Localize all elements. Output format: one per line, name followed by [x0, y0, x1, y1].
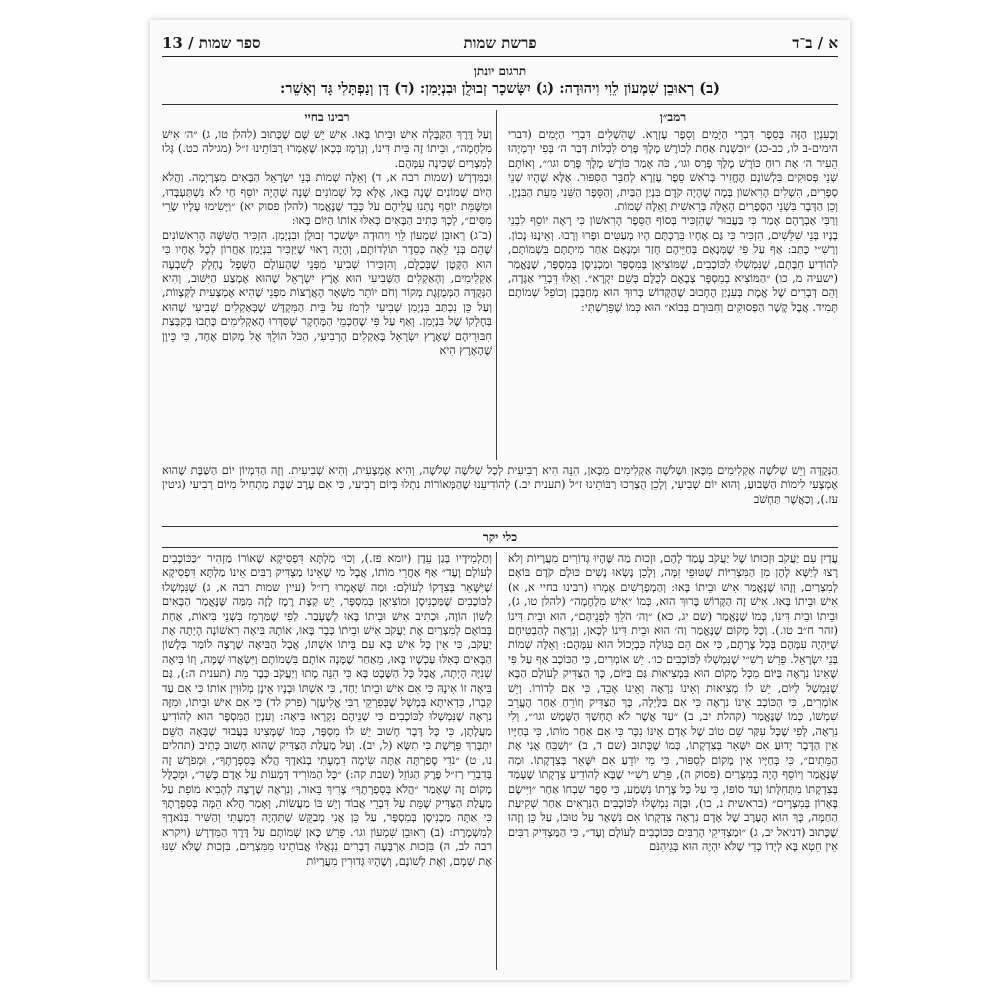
- ramban-paragraph: וְרַבִּי אַבְרָהָם אָמַר כִּי בַּעֲבוּר שֶׁהִזְכִּיר בְּסוֹף הַסֵּפֶר הָרִאשׁוֹן כִּי רָאָה יוֹסֵף לִבְנֵי בָנָיו בְּנֵי שִׁלֵּשִׁים, הִזְכִּיר כִּי גַּם אֶחָיו בֵּרַכְתָּם הָיוּ מְעַטִּים וּפָרוּ וְרָבוּ. וְאֵינֶנּוּ נָכוֹן. וְרַשִׁ״י כָּתַב: אַף עַל פִּי שֶׁמְּנָאָם בְּחַיֵּיהֶם חָזַר וּמְנָאָם אַחַר מִיתָתָם בִּשְׁמוֹתָם, לְהוֹדִיעַ חִבָּתָם, שֶׁנִּמְשְׁלוּ לַכּוֹכָבִים, שֶׁמּוֹצִיאָן בְּמִסְפָּר וּמַכְנִיסָן בְּמִסְפָּר, שֶׁנֶּאֱמַר (ישעיה מ, כו) ״הַמּוֹצִיא בְמִסְפָּר צְבָאָם לְכֻלָּם בְּשֵׁם יִקְרָא״. וְאֵלּוּ דִּבְרֵי אַגָּדָה, וְהֵם דְּבָרִים שֶׁל אֱמֶת בְּעִנְיַן הֶחָבוּב שֶׁהַקָּדוֹשׁ בָּרוּךְ הוּא מְחַבְּבָן וְכוֹפֵל שְׁמוֹתָם תָּמִיד. אֲבָל קֶשֶׁר הַפְּסוּקִים וְחִבּוּרָם בְּבוֹא״ הוּא כְּמוֹ שֶׁפֵּרַשְׁתִּי:: [508, 214, 838, 314]
- page-content: [162, 30, 838, 970]
- section-divider: [162, 526, 838, 527]
- bachya-paragraph: וְעַל דֶּרֶךְ הַקַּבָּלָה אִישׁ וּבֵיתוֹ בָּאוּ. אִישׁ יֵשׁ שָׁם שֶׁכָּתוּב (להלן טו, ג) ״ה׳ אִישׁ מִלְחָמָה״, וּבֵיתוֹ זֶה בֵּית דִּינוֹ, וְנִרְמָז בְּכָאן שֶׁאָמְרוּ רַבּוֹתֵינוּ ז״ל (מגילה כט.) גָּלוּ לְמִצְרַיִם שְׁכִינָה עִמָּהֶם.: [162, 128, 492, 170]
- chapter-verse-label: א / ב־ד: [792, 33, 838, 52]
- ramban-column: [508, 110, 838, 460]
- bachya-paragraph: וּבַמִּדְרָשׁ (שמות רבה א, ד) וְאֵלֶּה שְׁמוֹת בְּנֵי יִשְׂרָאֵל הַבָּאִים מִצְרָיְמָה. וַהֲלֹא הַיּוֹם שְׁמוֹנִים שָׁנָה בָּאוּ, אֶלָּא כָּל שְׁמוֹנִים שָׁנָה שֶׁהָיָה יוֹסֵף חַי לֹא נִשְׁתַּעְבְּדוּ, וּמִשֶּׁמֵּת יוֹסֵף נָתְנוּ עֲלֵיהֶם עֹל כָּבֵד שֶׁנֶּאֱמַר (להלן פסוק יא) ״וַיָּשִׂימוּ עָלָיו שָׂרֵי מִסִּים״, לְכָךְ כְּתִיב הַבָּאִים כְּאִלּוּ אוֹתוֹ הַיּוֹם בָּאוּ:: [162, 171, 492, 228]
- running-header: [162, 30, 838, 57]
- bachya-title: רבינו בחיי: [304, 110, 350, 124]
- kli-yakar-left-column: וְתַלְמִידָיו בְּגַן עֵדֶן (יומא פז.), וְכוּ׳ מַלְתָּא דִּפְסִיקָא שֶׁאוֹרוֹ מַזְהִיר ״כַּכּוֹכָבִים לְעוֹלָם וָעֶד״ אַף אַחֲרֵי מוֹתוֹ, אֲבָל מִי שֶׁאֵינוֹ מַצְדִּיק רַבִּים אֵינוֹ מַלְתָּא דִּפְסִיקָא שֶׁיִּשָּׁאֵר בְּצִדְקוֹ לְעוֹלָם: וּמַה שֶּׁאָמְרוּ רַז״ל (עיין שמות רבה א, ג) שֶׁנִּמְשְׁלוּ לַכּוֹכָבִים שֶׁמַּכְנִיסָן וּמוֹצִיאָן בְּמִסְפָּר, יֵשׁ קְצָת רֶמֶז לָזֶה מִמַּה שֶּׁנֶּאֱמַר הַבָּאִים לְשׁוֹן הוֹוֶה, וּכְתִיב אִישׁ וּבֵיתוֹ בָּאוּ לְשֶׁעָבַר. לְפִי שֶׁמַּרְמֵז בִּשְׁנֵי בִּיאוֹת, אַחַת בְּבוֹאָם לְמִצְרַיִם אֶת יַעֲקֹב אִישׁ וּבֵיתוֹ כְּבָר בָּאוּ, אוֹתָהּ בִּיאָה רִאשׁוֹנָה הָיְתָה אֶת יַעֲקֹב, כִּי אֵין כָּל אִישׁ בָּא עִם בֵּיתוֹ אִשְׁתּוֹ, אֲבָל הַבִּיאָה שֶׁרָצָה לוֹמַר בְּלָשׁוֹן הַבָּאִים כְּאִלּוּ עַכְשָׁיו בָּאוּ, מֵאַחַר שֶׁמָּנָה אוֹתָם בִּשְׁמוֹתָם וַיִּשְׂאֲרוּ שָׁמָּה, וְזוֹ בִּיאָה שְׁנִיָּה הָיְתָה, אֲבָל כָּל הַשֶּׁבֶט בָּא כִּי הִנֵּה מָתוּ וְיַעֲקֹב כְּבָר מֵת (תענית ה:), גַּם בִּיאָה זוֹ אִינָהּ כִּי אִם אִישׁ וּבֵיתוֹ יַחַד, כִּי אִשְׁתּוֹ וּבָנָיו אֵינָן מְלוּוִין אוֹתוֹ כִּי אִם עַד קִבְרוֹ, כִּדְאִיתָא בְּמָשָׁל שֶׁבְּפִרְקֵי רַבִּי אֱלִיעֶזֶר (פרק לד) כִּי אִם אִישׁ וּבֵיתוֹ, וּמִזֶּה נִרְאֶה שֶׁנִּמְשְׁלוּ לַכּוֹכָבִים כִּי שְׁנֵיהֶם נִקְרָאוּ בִּיאָה: וְעִנְיַן הַמִּסְפָּר הוּא לְהוֹדִיעַ מַעֲלָתָן, כִּי כָּל דָּבָר חָשׁוּב יֵשׁ לוֹ מִסְפָּר, כְּמוֹ שֶׁמָּצִינוּ בַּעֲבוּר שֶׁבָּאָה הַשֵּׁם יִתְבָּרַךְ פֵּרֶשֶׁת כִּי תִשָּׂא (ל, יב). וְעַל מַעֲלַת הַצַּדִּיק שֶׁהוּא חָשׁוּב כְּתִיב (תהלים נו, ט) ״נֹדִי סָפַרְתָּה אַתָּה שִׂימָה דִמְעָתִי בְנֹאדֶךָ הֲלֹא בְּסִפְרָתֶךָ״, וּמְפֹרָשׁ זֶה בְּדִבְרֵי רַז״ל פֶּרֶק הַגּוֹזֵל (שבת קה:) ״כָּל הַמּוֹרִיד דְּמָעוֹת עַל אָדָם כָּשֵׁר״, וּמְכֻלָּל מָקוֹם זֶה שֶׁאָמַר ״הֲלֹא בְּסִפְרָתֶךָ״ צָרִיךְ בֵּאוּר, וְנִרְאֶה שֶׁרָצָה לְהָבִיא מוֹפֵת עַל מַעֲלַת הַצַּדִּיק שֶׁמֵּת עַל דִּבְרֵי אֲבוֹד וְיֵשׁ בּוֹ מַעֲשׂוֹת, וְאָמַר הֲלֹא הֵמָּה בְּסִפְרָתֶךָ כִּי אַתָּה מַכְנִיסָן בְּמִסְפָּר, עַל כֵּן אֲנִי מְבַקֵּשׁ שֶׁתִּהְיֶה דִמְעָתִי וְהַשִּׁיר בְּנֹאדֶךָ לְמִשְׁמֶרֶת: (ב) רְאוּבֵן שִׁמְעוֹן וגו׳. פֵּרֵשׁ כָּאן שְׁמוֹתָם עַל דֶּרֶךְ הַמִּדְרָשׁ (ויקרא רבה לב, ה) בִּזְכוּת אַרְבָּעָה דְבָרִים נִגְאֲלוּ אֲבוֹתֵינוּ מִמִּצְרַיִם, בִּזְכוּת שֶׁלֹּא שִׁנּוּ אֶת שְׁמָם, וְאֶת לְשׁוֹנָם, וְשֶׁהָיוּ גְּדוּרִין מִעֲרָיוֹת: [162, 552, 492, 868]
- kli-yakar-column-divider: [496, 552, 497, 970]
- bachya-continuation: הַנְּקֻדָּה וְיֵשׁ שְׁלֹשָׁה אַקְלִימִים מִכָּאן וּשְׁלֹשָׁה אַקְלִימִים מִכָּאן, הִנֵּה הִיא רְבִיעִית לְכָל שְׁלֹשָׁה שְׁלֹשָׁה, וְהִיא אֶמְצָעִית, וְהִיא שְׁבִיעִית. וְזֶה הַדִּמְיוֹן יוֹם הַשַּׁבָּת שֶׁהוּא אֶמְצָעִי לִימוֹת הַשָּׁבוּעַ, וְהוּא יוֹם שְׁבִיעִי, וְלָכֵן הֻצְרְכוּ רַבּוֹתֵינוּ ז״ל (תענית יב.) לְהוֹדִיעֵנוּ שֶׁהַמְּאוֹרוֹת נִתְלוּ בְּיוֹם רְבִיעִי, כִּי אִם עֶרֶב שַׁבָּת מַתְחִיל מִיּוֹם רְבִיעִי (גיטין עז.), וְכַאֲשֶׁר תַּחְשֹׁב: [162, 464, 838, 506]
- kli-yakar-title: כלי יקר: [482, 530, 518, 544]
- parsha-title: פרשת שמות: [463, 33, 537, 52]
- book-page: [150, 20, 850, 980]
- column-divider: [496, 110, 497, 460]
- book-page-label: ספר שמות / 13: [162, 33, 261, 52]
- ramban-paragraph: וְכָעִנְיָן הַזֶּה בְּסֵפֶר דִּבְרֵי הַיָּמִים וְסֵפֶר עֶזְרָא. שֶׁהִשְׁלִים דִּבְרֵי הַיָּמִים (דברי הימים-ב לו, כב-כג) ״וּבִשְׁנַת אַחַת לְכוֹרֶשׁ מֶלֶךְ פָּרַס לִכְלוֹת דְּבַר ה׳ בְּפִי יִרְמְיָהוּ הֵעִיר ה׳ אֶת רוּחַ כּוֹרֶשׁ מֶלֶךְ פָּרַס וגו׳, כֹּה אָמַר כּוֹרֶשׁ מֶלֶךְ פָּרַס וגו׳״, וְאוֹתָם שְׁנֵי פְּסוּקִים בִּלְשׁוֹנָם הֶחֱזִיר בְּרֹאשׁ סֵפֶר עֶזְרָא לְחַבֵּר הַסִּפּוּר. אֶלָּא שֶׁהָיוּ שְׁנֵי סְפָרִים, הִשְׁלִים הָרִאשׁוֹן בְּמָה שֶׁהָיָה קֹדֶם בִּנְיַן הַבַּיִת, וְהַסֵּפֶר הַשֵּׁנִי מֵעֵת הַבִּנְיָן. וְכֵן הַדָּבָר בִּשְׁנֵי הַסְּפָרִים הָאֵלֶּה בְּרֵאשִׁית וְאֵלֶּה שְׁמוֹת.: [508, 128, 838, 214]
- targum-title: תרגום יונתן: [473, 64, 527, 78]
- kli-yakar-right-column: עֲדַיִן עִם יַעֲקֹב וּזְכוּתוֹ שֶׁל יַעֲקֹב עָמַד לָהֶם, וּזְכוּת מַה שֶּׁהָיוּ גְּדוֹרִים מִעֲרָיוֹת וְלֹא רָצוּ לְיַשָּׁא לָהֶן מִן הַמִּצְרִיּוֹת שֶׁטּוּפֵי זִמָּה, וְלָכֵן נָשְׂאוּ נָשִׁים כּוּלָם קֹדֶם בּוֹאָם לְמִצְרַיִם, וְזֶהוּ שֶׁנֶּאֱמַר אִישׁ וּבֵיתוֹ בָּאוּ: וְהַמְפָרְשִׁים אָמְרוּ (רבינו בחיי א, א) אִישׁ וּבֵיתוֹ בָּאוּ. אִישׁ זֶה הַקָּדוֹשׁ בָּרוּךְ הוּא, כְּמוֹ ״אִישׁ מִלְחָמָה״ (להלן טו, ג), וּבֵיתוֹ וּבֵית דִּינוֹ, כְּמוֹ שֶׁנֶּאֱמַר (שם יג, כא) ״וַה׳ הֹלֵךְ לִפְנֵיהֶם״, הוּא וּבֵית דִּינוֹ (זהר ח״ב טו.). וְכָל מָקוֹם שֶׁנֶּאֱמַר וַה׳ הוּא וּבֵית דִּינוֹ לְכָאן, וְנִרְאֶה לְהַבְטִיחָם שֶׁיִּהְיֶה עִמָּהֶם בְּכָל צָרָתָם, כִּי אִם הֵם בַּגּוֹלָה כִּבְיָכוֹל הוּא עִמָּהֶם: וְאֵלֶּה שְׁמוֹת בְּנֵי יִשְׂרָאֵל. פֵּרֵשׁ רַשִׁ״י שֶׁנִּמְשְׁלוּ לַכּוֹכָבִים כו׳. יֵשׁ אוֹמְרִים, כִּי הַכּוֹכָב אַף עַל פִּי שֶׁאֵינוֹ נִרְאֶה בַּיּוֹם מִכָּל מָקוֹם הוּא בִּמְצִיאוּת גַּם בַּיּוֹם, כָּךְ הַצַּדִּיק לְעוֹלָם הַבָּא שֶׁנִּמְשַׁל לַיּוֹם, יֵשׁ לוֹ מְצִיאוּת וְאֵינוֹ נִרְאֶה וְאֵינוֹ אָבֵד, כִּי אִם לְדוֹרוֹ. וְיֵשׁ אוֹמְרִים, כִּי הַכּוֹכָב אֵינוֹ נִרְאֶה כִּי אִם בַּלַּיְלָה, כָּךְ הַצַּדִּיק וְזוֹרֵחַ אַחַר הֶעֱרֵב שִׁמְשׁוֹ, כְּמוֹ שֶׁנֶּאֱמַר (קהלת יב, ב) ״עַד אֲשֶׁר לֹא תֶחְשַׁךְ הַשֶּׁמֶשׁ וגו׳״, וְלִי נִרְאֶה, לְפִי שֶׁכָּל עִקַּר שֵׁם טוֹב שֶׁל אָדָם אֵינוֹ נִכָּר כִּי אִם אַחַר מוֹתוֹ, כִּי בְּחַיָּיו אֵין הַדָּבָר יָדוּעַ אִם יִשָּׁאֵר בְּצִדְקָתוֹ, כְּמוֹ שֶׁכָּתוּב (שם ד, ב) ״וְשַׁבֵּחַ אֲנִי אֶת הַמֵּתִים״, כִּי בְּחַיָּיו אֵין מָקוֹם לְסִפּוּר, כִּי מִי יוֹדֵעַ אִם יִשָּׁאֵר בְּצִדְקָתוֹ. וּמַה שֶּׁנֶּאֱמַר וְיוֹסֵף הָיָה בְמִצְרַיִם (פסוק ה), פֵּרֵשׁ רַשִׁ״י שֶׁבָּא לְהוֹדִיעַ צִדְקָתוֹ שֶׁעָמַד בְּצִדְקָתוֹ מִתְּחִלָּתוֹ וְעַד סוֹפוֹ, כִּי עַל כָּל צָרָתוֹ נִשְׁמַע, כִּי סֵפֶר שִׁבְחוֹ אַחַר ״וַיִּישֶׂם בָּאָרוֹן בְּמִצְרָיִם״ (בראשית נ, כו), וּבְזֶה נִמְשְׁלוּ לַכּוֹכָבִים הַנִּרְאִים אַחַר שְׁקִיעַת הַחַמָּה, כָּךְ הוּא הָעֶרֶב שֶׁל אָדָם נִרְאֶה צִדְקָתוֹ אִם נִשְׁאַר עַל טוּבוֹ, עַל כֵּן וְזֶהוּ שֶׁכָּתוּב (דניאל יב, ג) ״וּמַצְדִּיקֵי הָרַבִּים כַּכּוֹכָבִים לְעוֹלָם וָעֶד״, כִּי הַמַּצְדִּיק רַבִּים אֵין חֵטְא בָּא לְיָדוֹ כְּדֵי שֶׁלֹּא יִהְיֶה הוּא בְּגֵיהִנֹּם: [508, 552, 838, 854]
- ramban-title: רמב״ן: [659, 110, 687, 124]
- bachya-paragraph: (ב־ג) רְאוּבֵן שִׁמְעוֹן לֵוִי וִיהוּדָה יִשָּׂשכָר זְבוּלֻן וּבִנְיָמִן. הִזְכִּיר הַשִּׁשָּׁה הָרִאשׁוֹנִים שֶׁהֵם בְּנֵי לֵאָה כְּסֵדֶר תּוֹלְדוֹתָם, וְהָיָה רָאוּי שֶׁיַּזְכִּיר בִּנְיָמִן אַחֲרוֹן לְכָל אֶחָיו כִּי הוּא הַקָּטָן שֶׁבְּכֻלָּם, וְהִזְכִּירוֹ שְׁבִיעִי מִפְּנֵי שֶׁהָעוֹלָם הַשָּׁפָל נֶחְלָק לְשִׁבְעָה אַקְלִימִים, וְהָאַקְלִים הַשְּׁבִיעִי הוּא אֶרֶץ יִשְׂרָאֵל שֶׁהוּא אֶמְצַע הַיִּשּׁוּב, וְהִיא הַנְּקֻדָּה הַמְּמֻזֶּגֶת מְקוֹר וְחֹם יוֹתֵר מִשְּׁאָר הָאֲרָצוֹת מִפְּנֵי שֶׁהִיא אֶמְצָעִית לַקְּצָווֹת, וְעַל כֵּן נִכְתַּב בִּנְיָמִן שְׁבִיעִי לִרְמֹז עַל בֵּית הַמִּקְדָּשׁ שֶׁבָּאַקְלִים שְׁבִיעִי שֶׁהוּא בְּחֶלְקוֹ שֶׁל בִּנְיָמִן. וְאַף עַל פִּי שֶׁחַכְמֵי הַמֶּחְקָר שֶׁסִּדְּרוּ הָאַקְלִימִים כָּתְבוּ בְּקִבְּצַת חִבּוּרֵיהֶם שֶׁאֶרֶץ יִשְׂרָאֵל בָּאַקְלִים הָרְבִיעִי, הַכֹּל הוֹלֵךְ אֶל מָקוֹם אֶחָד, כִּי כֵּיוָן שֶׁהָאָרֶץ הִיא: [162, 228, 492, 358]
- targum-divider: [162, 104, 838, 105]
- kli-yakar-divider: [162, 547, 838, 548]
- targum-verse: (ב) רְאוּבֵן שִׁמְעוֹן לֵוִי וִיהוּדָה: (ג) יִשָּׂשכָר זְבוּלֻן וּבִנְיָמִן: (ד) דָּן וְנַפְתָּלִי גָּד וְאָשֵׁר:: [280, 80, 720, 97]
- bachya-column: [162, 110, 492, 460]
